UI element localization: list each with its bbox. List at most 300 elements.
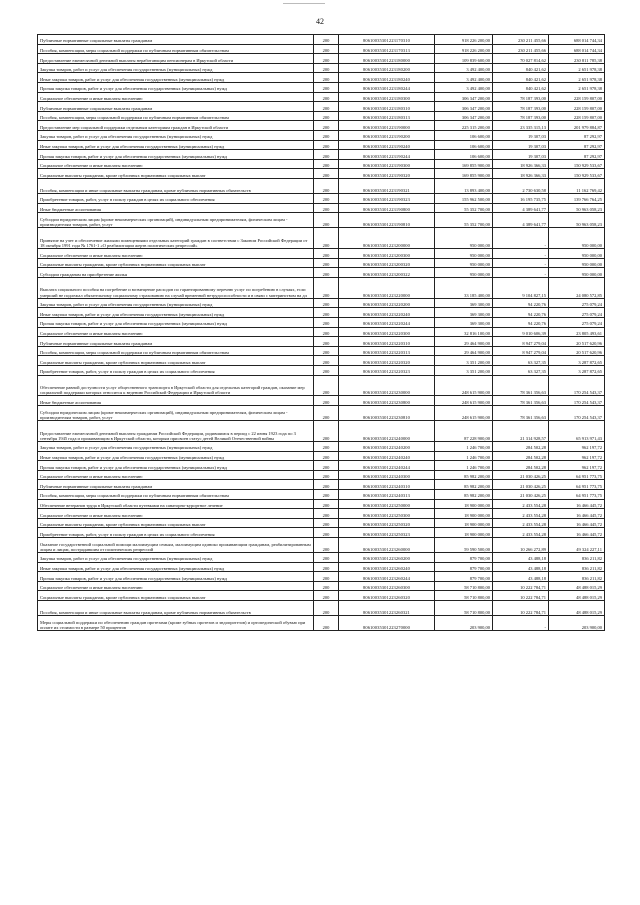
line-code: 200 [314, 178, 339, 193]
budget-classification-code: 80610035301223260244 [339, 572, 435, 582]
unexecuted-amount: 836 211,82 [549, 562, 605, 572]
line-code: 200 [314, 249, 339, 259]
line-item-name: Выплата социального пособия на погребение и возмещение расходов по гарантированному перечню услуг по погребению в случаях, если умерший не подлежал обязательному социальному страхованию на случай временной нетрудоспособности и в связи с материнством на дл [38, 278, 314, 299]
unexecuted-amount: 64 951 773,75 [549, 489, 605, 499]
unexecuted-amount: 16 466 445,72 [549, 499, 605, 509]
table-row [38, 518, 605, 528]
line-item-name: Субсидии гражданам на приобретение жилья [38, 268, 314, 278]
executed-amount: 43 488,18 [493, 572, 549, 582]
table-row [38, 278, 605, 299]
executed-amount: - [493, 228, 549, 249]
unexecuted-amount: 48 488 015,29 [549, 591, 605, 601]
line-code: 200 [314, 451, 339, 461]
budget-classification-code: 80610035301223260300 [339, 581, 435, 591]
table-row [38, 121, 605, 131]
unexecuted-amount: 962 197,72 [549, 461, 605, 471]
line-code: 200 [314, 327, 339, 337]
unexecuted-amount: 170 254 543,37 [549, 396, 605, 406]
budget-classification-code: 80610035301223200000 [339, 228, 435, 249]
budget-classification-code: 80610035301223180244 [339, 82, 435, 92]
table-row [38, 92, 605, 102]
line-item-name: Меры социальной поддержки по обеспечению граждан протезами (кроме зубных протезов и эндопротезов) и ортопедической обувью при оплате их стоимости в размере 50 процентов [38, 616, 314, 631]
line-item-name: Оказание государственной социальной помощи малоимущим семьям, малоимущим одиноко проживающим гражданам, реабилитированным лицам и лицам, пострадавшим от политических репрессий [38, 537, 314, 552]
table-row [38, 318, 605, 328]
executed-amount: 18 926 366,33 [493, 169, 549, 179]
executed-amount: 94 220,76 [493, 298, 549, 308]
unexecuted-amount: 228 159 807,00 [549, 102, 605, 112]
line-item-name: Прочая закупка товаров, работ и услуг для обеспечения государственных (муниципальных) нужд [38, 318, 314, 328]
executed-amount: 840 421,62 [493, 73, 549, 83]
executed-amount: 8 947 279,04 [493, 337, 549, 347]
budget-classification-code: 80610035301223220323 [339, 366, 435, 376]
unexecuted-amount: 3 287 872,65 [549, 356, 605, 366]
line-item-name: Пособия, компенсации и иные социальные выплаты гражданам, кроме публичных нормативных обязательств [38, 178, 314, 193]
line-code: 200 [314, 278, 339, 299]
approved-amount: 1 246 700,00 [435, 461, 493, 471]
unexecuted-amount: 962 197,72 [549, 441, 605, 451]
executed-amount: 19 307,03 [493, 150, 549, 160]
approved-amount: 3 492 400,00 [435, 73, 493, 83]
budget-classification-code: 80610035301223190810 [339, 213, 435, 228]
executed-amount: 284 502,28 [493, 441, 549, 451]
unexecuted-amount: 150 929 533,67 [549, 169, 605, 179]
table-row [38, 601, 605, 616]
line-item-name: Приобретение товаров, работ, услуг в пользу граждан в целях их социального обеспечения [38, 528, 314, 538]
budget-classification-code: 80610035301223220310 [339, 337, 435, 347]
budget-classification-code: 80610035301223240313 [339, 489, 435, 499]
table-row [38, 213, 605, 228]
budget-classification-code: 80610035301223260320 [339, 591, 435, 601]
approved-amount: 13 893 400,00 [435, 178, 493, 193]
line-code: 200 [314, 528, 339, 538]
line-item-name: Пособия, компенсации, меры социальной поддержки по публичным нормативным обязательствам [38, 111, 314, 121]
line-item-name: Социальные выплаты гражданам, кроме публичных нормативных социальных выплат [38, 518, 314, 528]
table-row [38, 308, 605, 318]
approved-amount: 106 600,00 [435, 140, 493, 150]
table-row [38, 249, 605, 259]
approved-amount: 3 351 200,00 [435, 356, 493, 366]
unexecuted-amount: 836 211,82 [549, 572, 605, 582]
unexecuted-amount: 48 488 015,29 [549, 581, 605, 591]
executed-amount: 70 027 814,62 [493, 54, 549, 64]
budget-classification-code: 80610035301223200322 [339, 268, 435, 278]
line-code: 200 [314, 203, 339, 213]
executed-amount: 4 389 641,77 [493, 203, 549, 213]
line-code: 200 [314, 470, 339, 480]
approved-amount: 29 464 900,00 [435, 346, 493, 356]
unexecuted-amount: 87 292,97 [549, 130, 605, 140]
budget-classification-code: 80610035301223190323 [339, 194, 435, 204]
unexecuted-amount: 16 466 445,72 [549, 518, 605, 528]
budget-classification-code: 80610035301223260321 [339, 601, 435, 616]
unexecuted-amount: 2 651 978,38 [549, 73, 605, 83]
table-row [38, 375, 605, 396]
approved-amount: 109 839 600,00 [435, 54, 493, 64]
line-code: 200 [314, 92, 339, 102]
line-item-name: Публичные нормативные социальные выплаты гражданам [38, 35, 314, 45]
executed-amount: 9 010 606,39 [493, 327, 549, 337]
line-item-name: Обеспечение ветеранов труда в Иркутской области путевками на санаторно-курортное лечение [38, 499, 314, 509]
page-number: 42 [316, 17, 324, 26]
approved-amount: 85 982 200,00 [435, 470, 493, 480]
budget-classification-code: 80610035301223240240 [339, 451, 435, 461]
executed-amount: 230 211 455,66 [493, 44, 549, 54]
table-body [38, 35, 605, 631]
approved-amount: 106 600,00 [435, 150, 493, 160]
approved-amount: 29 464 900,00 [435, 337, 493, 347]
approved-amount: 169 855 900,00 [435, 169, 493, 179]
table-row [38, 480, 605, 490]
line-item-name: Социальное обеспечение и иные выплаты населению [38, 159, 314, 169]
table-row [38, 396, 605, 406]
line-item-name: Предоставление ежемесячной денежной выплаты гражданам Российской Федерации, родившимся в период с 22 июня 1923 года по 3 сентября 1945 года и проживающим в Иркутской области, которым присвоен статус детей Великой Отечественной войны [38, 421, 314, 442]
approved-amount: 58 710 800,00 [435, 601, 493, 616]
line-code: 200 [314, 356, 339, 366]
budget-classification-code: 80610035301223190240 [339, 140, 435, 150]
approved-amount: 225 315 200,00 [435, 121, 493, 131]
line-code: 200 [314, 194, 339, 204]
line-item-name: Иные бюджетные ассигнования [38, 203, 314, 213]
budget-classification-code: 80610035301223180240 [339, 73, 435, 83]
table-row [38, 327, 605, 337]
unexecuted-amount: 64 951 773,75 [549, 470, 605, 480]
executed-amount: 16 195 735,75 [493, 194, 549, 204]
budget-classification-code: 80610035301223220300 [339, 327, 435, 337]
approved-amount: 169 855 900,00 [435, 159, 493, 169]
budget-classification-code: 80610035301223270000 [339, 616, 435, 631]
unexecuted-amount: 228 159 807,00 [549, 92, 605, 102]
line-code: 200 [314, 396, 339, 406]
executed-amount: - [493, 268, 549, 278]
unexecuted-amount: 11 162 769,42 [549, 178, 605, 193]
line-code: 200 [314, 509, 339, 519]
approved-amount: 306 347 200,00 [435, 102, 493, 112]
line-item-name: Прочая закупка товаров, работ и услуг для обеспечения государственных (муниципальных) нужд [38, 150, 314, 160]
table-row [38, 63, 605, 73]
table-row [38, 178, 605, 193]
line-item-name: Пособия, компенсации, меры социальной поддержки по публичным нормативным обязательствам [38, 44, 314, 54]
budget-classification-code: 80610035301223190300 [339, 159, 435, 169]
approved-amount: 918 226 200,00 [435, 44, 493, 54]
line-item-name: Пособия, компенсации и иные социальные выплаты гражданам, кроме публичных нормативных обязательств [38, 601, 314, 616]
table-row [38, 562, 605, 572]
budget-classification-code: 80610035301223190000 [339, 121, 435, 131]
approved-amount: 950 000,00 [435, 268, 493, 278]
table-row [38, 528, 605, 538]
approved-amount: 3 351 200,00 [435, 366, 493, 376]
executed-amount: 2 730 630,58 [493, 178, 549, 193]
approved-amount: 369 300,00 [435, 298, 493, 308]
executed-amount: 2 433 554,28 [493, 518, 549, 528]
approved-amount: 18 900 000,00 [435, 518, 493, 528]
line-item-name: Социальное обеспечение и иные выплаты населению [38, 581, 314, 591]
approved-amount: 155 962 500,00 [435, 194, 493, 204]
executed-amount: 840 421,62 [493, 82, 549, 92]
executed-amount: 840 421,62 [493, 63, 549, 73]
table-row [38, 572, 605, 582]
line-code: 200 [314, 228, 339, 249]
table-row [38, 44, 605, 54]
unexecuted-amount: 24 080 572,85 [549, 278, 605, 299]
line-code: 200 [314, 159, 339, 169]
unexecuted-amount: 16 466 445,72 [549, 509, 605, 519]
line-code: 200 [314, 140, 339, 150]
budget-classification-code: 80610035301223190320 [339, 169, 435, 179]
executed-amount: 10 222 784,71 [493, 601, 549, 616]
budget-classification-code: 80610035301223180000 [339, 54, 435, 64]
unexecuted-amount: 950 000,00 [549, 258, 605, 268]
budget-classification-code: 80610035301223240000 [339, 421, 435, 442]
budget-classification-code: 80610035301223250323 [339, 528, 435, 538]
budget-classification-code: 80610035301223180313 [339, 111, 435, 121]
unexecuted-amount: 203 900,00 [549, 616, 605, 631]
approved-amount: 369 300,00 [435, 308, 493, 318]
budget-classification-code: 80610035301223250320 [339, 518, 435, 528]
unexecuted-amount: 16 466 445,72 [549, 528, 605, 538]
line-code: 200 [314, 63, 339, 73]
table-row [38, 537, 605, 552]
approved-amount: 32 816 100,00 [435, 327, 493, 337]
line-code: 200 [314, 44, 339, 54]
line-code: 200 [314, 499, 339, 509]
line-code: 200 [314, 35, 339, 45]
executed-amount: 63 327,35 [493, 356, 549, 366]
approved-amount: 85 982 200,00 [435, 480, 493, 490]
table-row [38, 470, 605, 480]
budget-classification-code: 80610035301223180300 [339, 92, 435, 102]
budget-classification-code: 80610035301223190800 [339, 203, 435, 213]
table-row [38, 228, 605, 249]
approved-amount: 3 492 400,00 [435, 63, 493, 73]
line-item-name: Субсидии юридическим лицам (кроме некоммерческих организаций), индивидуальным предпринимателям, физическим лицам - производителям товаров, работ, услуг [38, 213, 314, 228]
unexecuted-amount: 170 254 543,37 [549, 405, 605, 420]
budget-classification-code: 80610035301223260000 [339, 537, 435, 552]
table-row [38, 509, 605, 519]
line-code: 200 [314, 102, 339, 112]
executed-amount: 10 222 784,71 [493, 591, 549, 601]
executed-amount: 284 502,28 [493, 451, 549, 461]
line-item-name: Предоставление мер социальной поддержки отдельным категориям граждан в Иркутской области [38, 121, 314, 131]
approved-amount: 950 000,00 [435, 258, 493, 268]
approved-amount: 3 492 400,00 [435, 82, 493, 92]
unexecuted-amount: 87 292,97 [549, 140, 605, 150]
unexecuted-amount: 2 651 978,38 [549, 82, 605, 92]
executed-amount: 78 361 356,63 [493, 405, 549, 420]
line-code: 200 [314, 591, 339, 601]
executed-amount: 284 502,28 [493, 461, 549, 471]
approved-amount: 248 615 900,00 [435, 375, 493, 396]
line-item-name: Социальное обеспечение и иные выплаты населению [38, 327, 314, 337]
approved-amount: 879 700,00 [435, 553, 493, 563]
line-item-name: Приобретение товаров, работ, услуг в пользу граждан в целях их социального обеспечения [38, 194, 314, 204]
line-code: 200 [314, 258, 339, 268]
line-code: 200 [314, 375, 339, 396]
line-code: 200 [314, 337, 339, 347]
unexecuted-amount: 64 951 773,75 [549, 480, 605, 490]
approved-amount: 58 710 800,00 [435, 581, 493, 591]
line-code: 200 [314, 553, 339, 563]
executed-amount: 78 187 393,00 [493, 92, 549, 102]
table-row [38, 366, 605, 376]
budget-classification-code: 80610035301223220240 [339, 308, 435, 318]
approved-amount: 87 228 900,00 [435, 421, 493, 442]
executed-amount: 23 335 315,13 [493, 121, 549, 131]
table-row [38, 441, 605, 451]
table-row [38, 140, 605, 150]
line-item-name: Закупка товаров, работ и услуг для обеспечения государственных (муниципальных) нужд [38, 441, 314, 451]
line-code: 200 [314, 480, 339, 490]
budget-classification-code: 80610035301223250000 [339, 499, 435, 509]
line-item-name: Иные бюджетные ассигнования [38, 396, 314, 406]
line-item-name: Прочая закупка товаров, работ и услуг для обеспечения государственных (муниципальных) нужд [38, 572, 314, 582]
line-code: 200 [314, 405, 339, 420]
line-code: 200 [314, 581, 339, 591]
unexecuted-amount: 2 651 978,38 [549, 63, 605, 73]
executed-amount: 78 361 356,63 [493, 375, 549, 396]
executed-amount: 63 327,35 [493, 366, 549, 376]
table-row [38, 499, 605, 509]
line-code: 200 [314, 268, 339, 278]
executed-amount: 2 433 554,28 [493, 499, 549, 509]
budget-execution-table [37, 34, 605, 631]
executed-amount: - [493, 249, 549, 259]
line-code: 200 [314, 54, 339, 64]
budget-classification-code: 80610035301223220320 [339, 356, 435, 366]
budget-classification-code: 80610035301223220244 [339, 318, 435, 328]
line-code: 200 [314, 421, 339, 442]
budget-classification-code: 80610035301223230800 [339, 396, 435, 406]
line-item-name: Социальные выплаты гражданам, кроме публичных нормативных социальных выплат [38, 258, 314, 268]
table-row [38, 591, 605, 601]
table-row [38, 150, 605, 160]
line-code: 200 [314, 366, 339, 376]
line-code: 200 [314, 318, 339, 328]
approved-amount: 879 700,00 [435, 562, 493, 572]
budget-classification-code: 80610035301223240244 [339, 461, 435, 471]
unexecuted-amount: 688 014 744,34 [549, 35, 605, 45]
table-row [38, 356, 605, 366]
budget-classification-code: 80610035301223240310 [339, 480, 435, 490]
approved-amount: 33 185 400,00 [435, 278, 493, 299]
executed-amount: 2 433 554,28 [493, 509, 549, 519]
table-row [38, 35, 605, 45]
executed-amount: 78 187 393,00 [493, 111, 549, 121]
unexecuted-amount: 836 211,82 [549, 553, 605, 563]
unexecuted-amount: 150 929 533,67 [549, 159, 605, 169]
unexecuted-amount: 49 324 227,11 [549, 537, 605, 552]
approved-amount: 248 615 900,00 [435, 396, 493, 406]
budget-classification-code: 80610035301223220000 [339, 278, 435, 299]
approved-amount: 306 347 200,00 [435, 92, 493, 102]
table-row [38, 461, 605, 471]
line-code: 200 [314, 111, 339, 121]
line-item-name: Закупка товаров, работ и услуг для обеспечения государственных (муниципальных) нужд [38, 63, 314, 73]
line-item-name: Субсидии юридическим лицам (кроме некоммерческих организаций), индивидуальным предпринимателям, физическим лицам - производителям товаров, работ, услуг [38, 405, 314, 420]
budget-classification-code: 80610035301223170310 [339, 35, 435, 45]
approved-amount: 58 710 800,00 [435, 591, 493, 601]
approved-amount: 55 352 700,00 [435, 213, 493, 228]
table-row [38, 298, 605, 308]
executed-amount: 19 307,03 [493, 130, 549, 140]
budget-classification-code: 80610035301223200320 [339, 258, 435, 268]
line-item-name: Пособия, компенсации, меры социальной поддержки по публичным нормативным обязательствам [38, 346, 314, 356]
budget-classification-code: 80610035301223260240 [339, 562, 435, 572]
budget-classification-code: 80610035301223230810 [339, 405, 435, 420]
approved-amount: 950 000,00 [435, 249, 493, 259]
budget-classification-code: 80610035301223190244 [339, 150, 435, 160]
unexecuted-amount: 275 079,24 [549, 298, 605, 308]
unexecuted-amount: 228 159 807,00 [549, 111, 605, 121]
executed-amount: 43 488,18 [493, 562, 549, 572]
unexecuted-amount: 230 811 785,38 [549, 54, 605, 64]
executed-amount: - [493, 258, 549, 268]
table-row [38, 82, 605, 92]
line-item-name: Закупка товаров, работ и услуг для обеспечения государственных (муниципальных) нужд [38, 298, 314, 308]
unexecuted-amount: 275 079,24 [549, 318, 605, 328]
line-item-name: Иные закупки товаров, работ и услуг для обеспечения государственных (муниципальных) нужд [38, 73, 314, 83]
line-code: 200 [314, 73, 339, 83]
line-code: 200 [314, 130, 339, 140]
executed-amount: 4 389 641,77 [493, 213, 549, 228]
budget-classification-code: 80610035301223240300 [339, 470, 435, 480]
executed-amount: 18 926 366,33 [493, 159, 549, 169]
approved-amount: 1 246 700,00 [435, 441, 493, 451]
table-row [38, 54, 605, 64]
budget-classification-code: 80610035301223260200 [339, 553, 435, 563]
table-row [38, 489, 605, 499]
budget-classification-code: 80610035301223180200 [339, 63, 435, 73]
executed-amount: 21 030 426,25 [493, 489, 549, 499]
table-row [38, 169, 605, 179]
line-code: 200 [314, 298, 339, 308]
unexecuted-amount: 20 517 620,96 [549, 337, 605, 347]
unexecuted-amount: 201 979 884,87 [549, 121, 605, 131]
unexecuted-amount: 50 963 058,23 [549, 213, 605, 228]
line-code: 200 [314, 572, 339, 582]
line-item-name: Прочая закупка товаров, работ и услуг для обеспечения государственных (муниципальных) нужд [38, 461, 314, 471]
line-item-name: Закупка товаров, работ и услуг для обеспечения государственных (муниципальных) нужд [38, 130, 314, 140]
unexecuted-amount: 50 963 058,23 [549, 203, 605, 213]
table-row [38, 337, 605, 347]
approved-amount: 306 347 200,00 [435, 111, 493, 121]
unexecuted-amount: 20 517 620,96 [549, 346, 605, 356]
executed-amount: 19 307,03 [493, 140, 549, 150]
executed-amount: 94 220,76 [493, 318, 549, 328]
table-row [38, 405, 605, 420]
executed-amount: 9 104 827,15 [493, 278, 549, 299]
executed-amount: 78 187 393,00 [493, 102, 549, 112]
unexecuted-amount: 48 488 015,29 [549, 601, 605, 616]
budget-classification-code: 80610035301223220313 [339, 346, 435, 356]
budget-classification-code: 80610035301223200300 [339, 249, 435, 259]
line-item-name: Публичные нормативные социальные выплаты гражданам [38, 480, 314, 490]
table-row [38, 194, 605, 204]
line-code: 200 [314, 441, 339, 451]
executed-amount: 10 266 272,89 [493, 537, 549, 552]
executed-amount: 21 314 928,57 [493, 421, 549, 442]
budget-classification-code: 80610035301223250300 [339, 509, 435, 519]
line-code: 200 [314, 346, 339, 356]
line-item-name: Социальное обеспечение и иные выплаты населению [38, 92, 314, 102]
executed-amount: 94 220,76 [493, 308, 549, 318]
table-row [38, 616, 605, 631]
executed-amount: 21 030 426,25 [493, 480, 549, 490]
line-code: 200 [314, 489, 339, 499]
line-item-name: Социальные выплаты гражданам, кроме публичных нормативных социальных выплат [38, 356, 314, 366]
line-item-name: Закупка товаров, работ и услуг для обеспечения государственных (муниципальных) нужд [38, 553, 314, 563]
table-row [38, 130, 605, 140]
unexecuted-amount: 950 000,00 [549, 268, 605, 278]
